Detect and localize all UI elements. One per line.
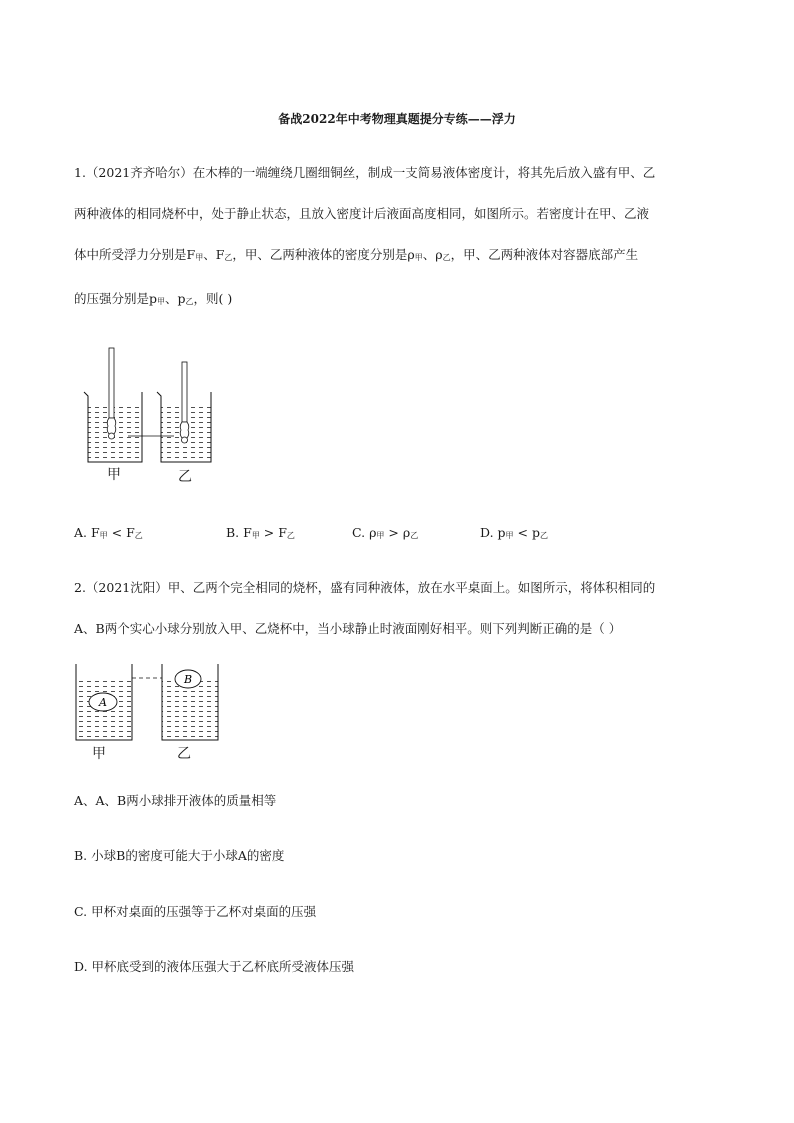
svg-text:A: A <box>99 696 107 709</box>
ball-a <box>89 693 117 711</box>
question-2-text <box>74 567 724 649</box>
question-1-text <box>74 152 724 322</box>
q2-option-c[interactable]: C. 甲杯对桌面的压强等于乙杯对桌面的压强 <box>74 904 317 919</box>
hydrometer-yi <box>180 362 189 443</box>
q1-figure-label-jia: 甲 <box>107 467 121 483</box>
q1-line-2: 两种液体的相同烧杯中，处于静止状态，且放入密度计后液面高度相同，如图所示。若密度计在甲、乙液 <box>74 206 650 221</box>
page-title: 备战2022年中考物理真题提分专练——浮力 <box>278 112 516 126</box>
q2-line-1: 2.（2021沈阳）甲、乙两个完全相同的烧杯，盛有同种液体，放在水平桌面上。如图所示，将体积相同的 <box>74 580 656 595</box>
ball-b <box>175 670 201 688</box>
q1-option-c[interactable]: C. $\rho_甲 > \rho_乙$ <box>352 525 419 540</box>
q1-figure-label-yi: 乙 <box>178 469 192 485</box>
q2-option-d[interactable]: D. 甲杯底受到的液体压强大于乙杯底所受液体压强 <box>74 959 355 974</box>
q1-option-d[interactable]: D. $p_甲 < p_乙$ <box>480 525 548 540</box>
q1-line-4: 的压强分别是$p_甲$、$p_乙$，则( ) <box>74 291 233 306</box>
q1-line-1: 1.（2021齐齐哈尔）在木棒的一端缠绕几圈细铜丝，制成一支简易液体密度计，将其先后放入盛有甲、乙 <box>74 165 656 180</box>
q1-figure <box>78 340 238 490</box>
q2-figure <box>70 664 222 744</box>
svg-text:B: B <box>183 673 193 686</box>
q2-figure-label-yi: 乙 <box>177 746 191 762</box>
q2-line-2: A、B两个实心小球分别放入甲、乙烧杯中，当小球静止时液面刚好相平。则下列判断正确的是（ ） <box>74 621 622 636</box>
q2-option-a[interactable]: A、A、B两小球排开液体的质量相等 <box>74 793 277 808</box>
q1-option-a[interactable]: A. $F_甲 < F_乙$ <box>74 525 143 540</box>
q2-option-b[interactable]: B. 小球B的密度可能大于小球A的密度 <box>74 848 285 863</box>
q1-option-b[interactable]: B. $F_甲 > F_乙$ <box>226 525 295 540</box>
hydrometer-jia <box>107 348 116 439</box>
q1-line-3: 体中所受浮力分别是$F_甲$、$F_乙$，甲、乙两种液体的密度分别是$\rho_甲$、$\rho_乙$，甲、乙两种液体对容器底部产生 <box>74 247 639 262</box>
q2-figure-label-jia: 甲 <box>92 746 106 762</box>
